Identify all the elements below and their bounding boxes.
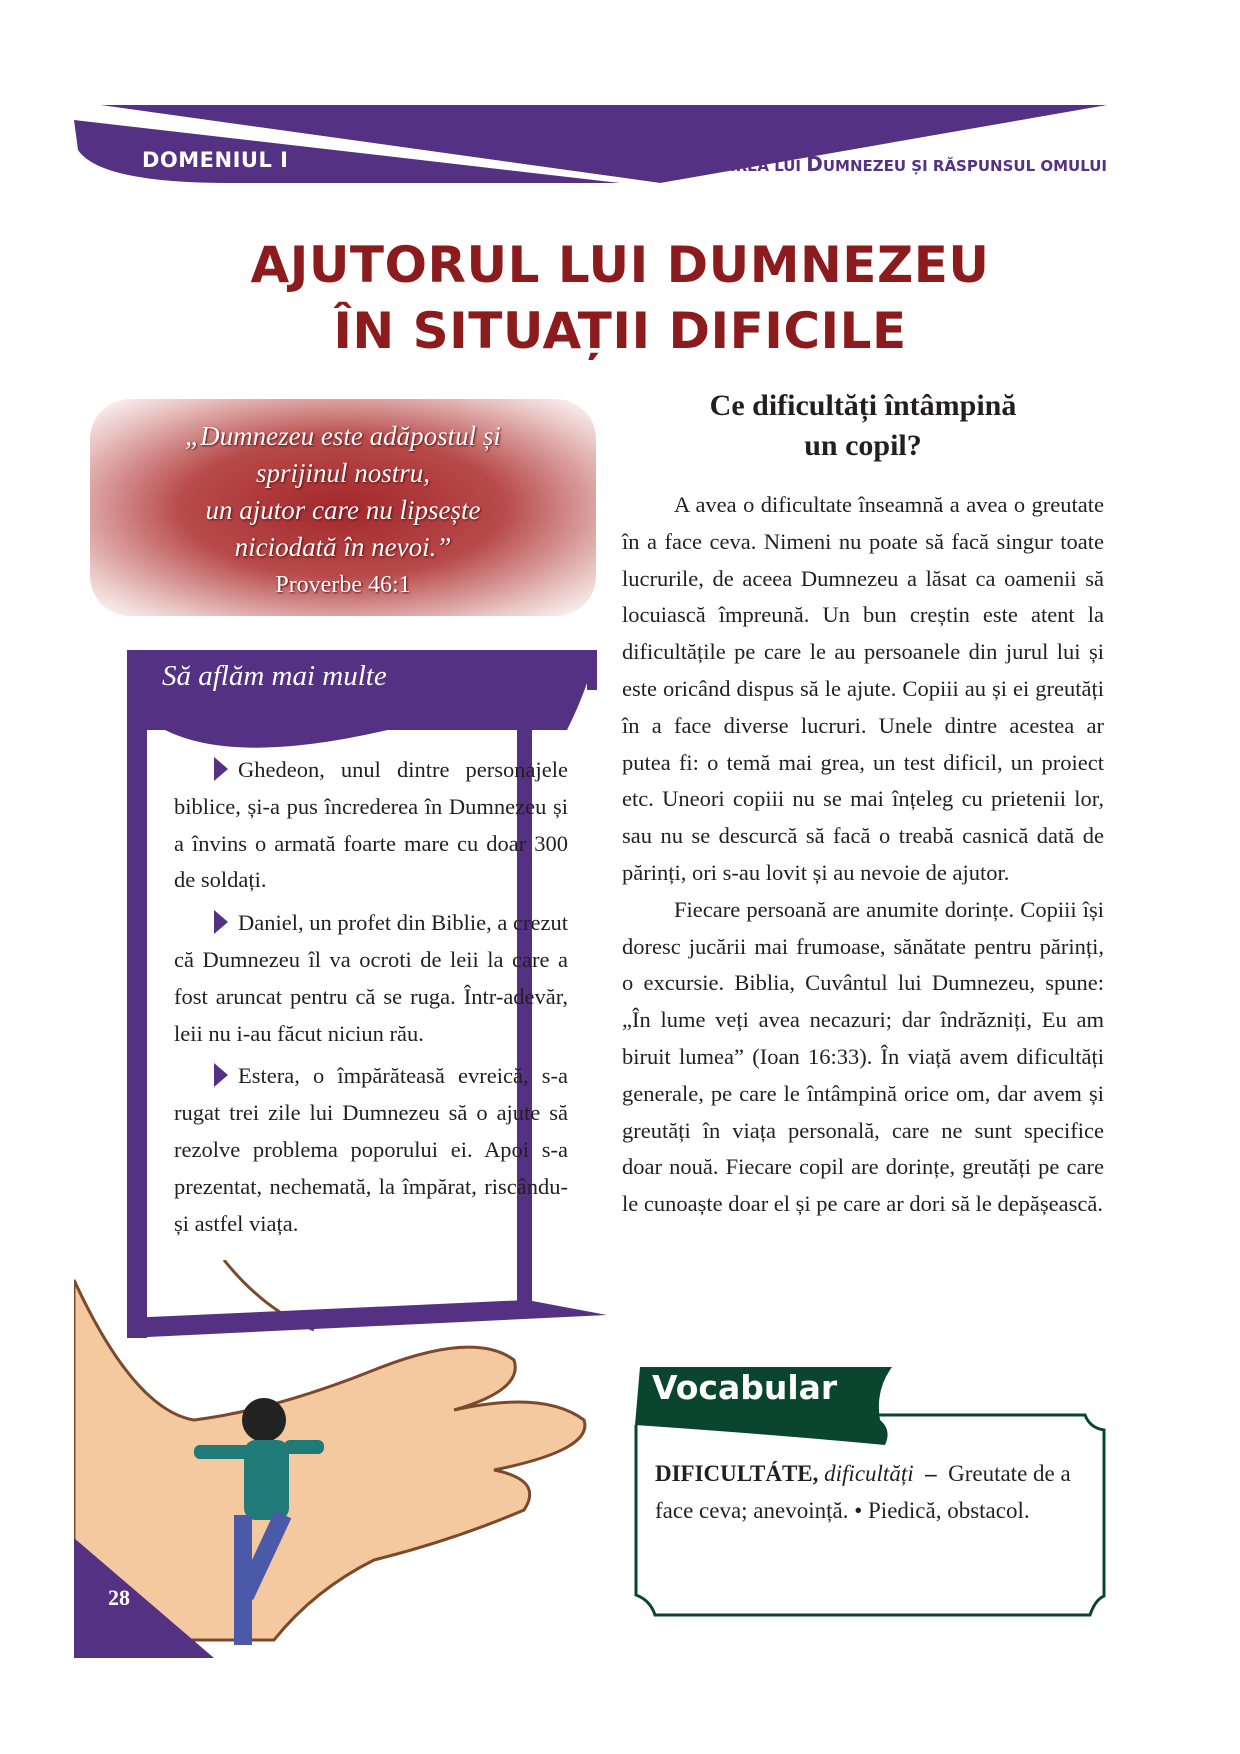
triangle-bullet-icon bbox=[214, 757, 228, 781]
page-title-line1: AJUTORUL LUI DUMNEZEU bbox=[250, 236, 990, 294]
article-heading: Ce dificultăți întâmpină un copil? bbox=[709, 389, 1017, 462]
vocabulary-title: Vocabular bbox=[652, 1368, 838, 1407]
page-number: 28 bbox=[108, 1585, 130, 1610]
paragraph: A avea o dificultate înseamnă a avea o greutate în a face ceva. Nimeni nu poate să facă singur toate lucrurile, de aceea Dumnezeu a lăsat ca oamenii să locuiască împreună. Un bun creștin este atent la dificultățile pe care le au persoanele din jurul lui și este oricând dispus să le ajute. Copiii au și ei greutăți în a face diverse lucruri. Unele dintre acestea ar putea fi: o temă mai grea, un test dificil, un proiect etc. Uneori copiii nu se mai înțeleg cu prietenii lor, sau nu se descurcă să facă o treabă casnică dată de părinți, ori s-au lovit și au nevoie de ajutor. bbox=[622, 492, 1104, 885]
list-item: Estera, o împărăteasă evreică, s-a rugat trei zile lui Dumnezeu să o ajute să rezolve problema poporului ei. Apoi s-a prezentat, nechemată, la împărat, riscându-și astfel viața. bbox=[174, 1063, 568, 1236]
triangle-bullet-icon bbox=[214, 1063, 228, 1087]
list-item: Daniel, un profet din Biblie, a crezut că Dumnezeu îl va ocroti de leii la care a fost aruncat pentru că se ruga. Într-adevăr, leii nu i-au făcut niciun rău. bbox=[174, 910, 568, 1046]
article-body bbox=[622, 487, 1104, 1223]
paragraph: Fiecare persoană are anumite dorințe. Copiii își doresc jucării mai frumoase, sănătate pentru părinți, o excursie. Biblia, Cuvântul lui Dumnezeu, spune: „În lume veți avea necazuri; dar îndrăzniți, Eu am biruit lumea” (Ioan 16:33). În viață avem dificultăți generale, pe care le întâmpină orice om, dar avem și greutăți în viața personală, care ne sunt specifice doar nouă. Fiecare copil are dorințe, greutăți pe care le cunoaște doar el și pe care ar dori să le depășească. bbox=[622, 896, 1104, 1217]
list-item: Ghedeon, unul dintre personajele biblice, și-a pus încrederea în Dumnezeu și a învins o armată foarte mare cu doar 300 de soldați. bbox=[174, 757, 568, 893]
learn-more-title: Să aflăm mai multe bbox=[162, 660, 387, 692]
quote-reference: Proverbe 46:1 bbox=[275, 572, 411, 598]
page-corner bbox=[74, 1538, 216, 1658]
learn-more-list bbox=[174, 752, 568, 1242]
domain-label: DOMENIUL I bbox=[142, 148, 289, 172]
vocabulary-definition: DIFICULTÁTE, dificultăți – Greutate de a face ceva; anevoință. • Piedică, obstacol. bbox=[655, 1461, 1071, 1523]
bible-quote: „Dumnezeu este adăpostul și sprijinul nostru, un ajutor care nu lipsește niciodată în nevoi.” bbox=[185, 421, 501, 562]
triangle-bullet-icon bbox=[214, 910, 228, 934]
page-title-line2: ÎN SITUAȚII DIFICILE bbox=[333, 302, 907, 360]
section-title: IUBIREA LUI DUMNEZEU ȘI RĂSPUNSUL OMULUI bbox=[698, 152, 1107, 176]
